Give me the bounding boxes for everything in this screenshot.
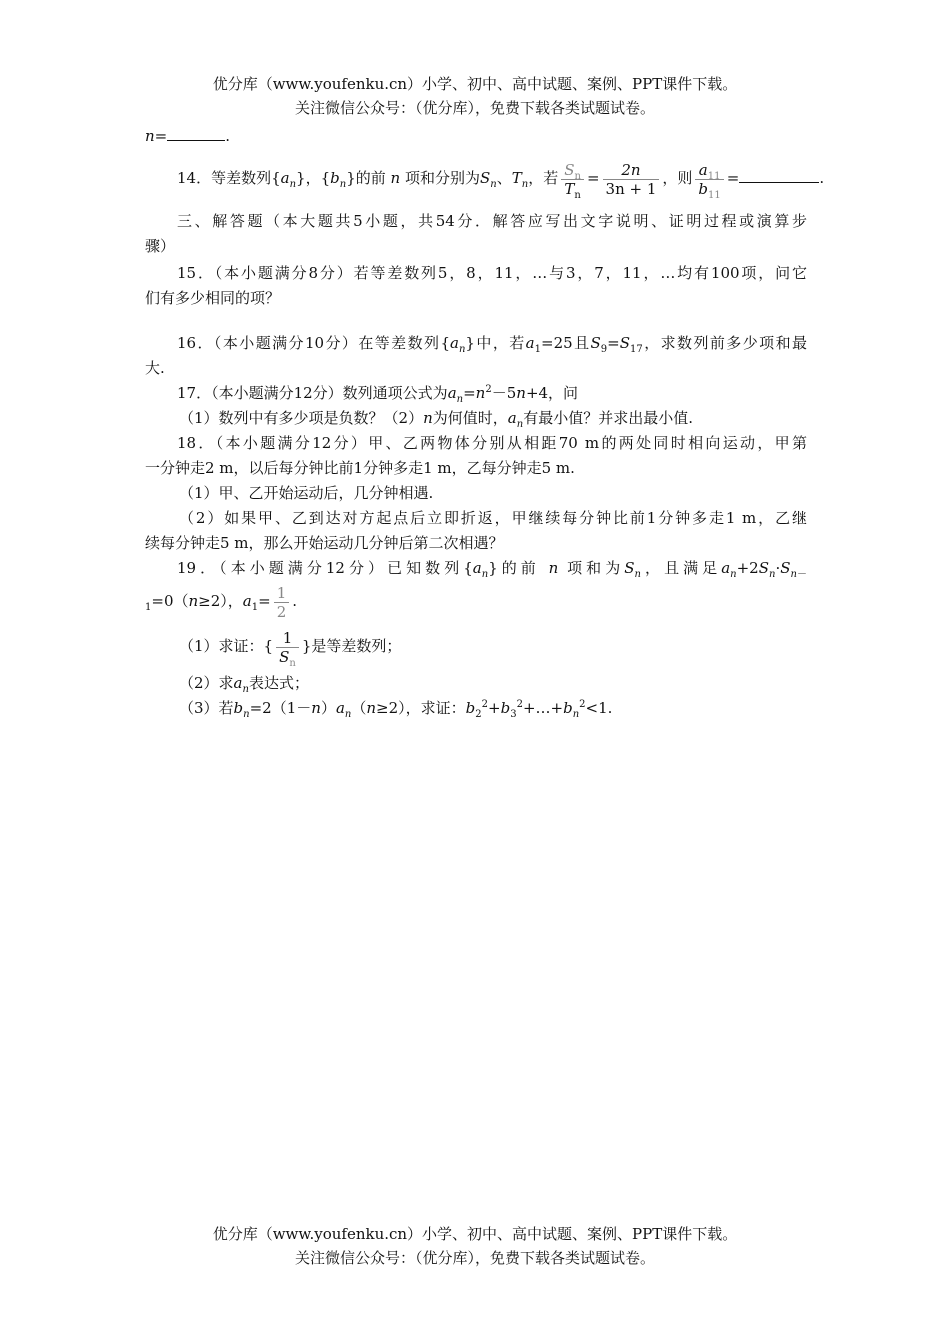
fraction-one-half: $\frac{1}{2}$ — [274, 584, 290, 621]
question-19-cont: $_1$=0（n≥2），$a_1=$ $\frac{1}{2}$ . — [145, 583, 298, 621]
question-15-cont: 们有多少相同的项？ — [145, 289, 281, 307]
header-line-2: 关注微信公众号：（优分库），免费下载各类试题试卷。 — [294, 99, 655, 117]
question-19-part-2: （2）求$a_n$表达式； — [179, 674, 309, 695]
question-18-part-2-cont: 续每分钟走5 m，那么开始运动几分钟后第二次相遇？ — [145, 534, 504, 552]
exam-content — [145, 124, 825, 721]
question-18-part-2: （2）如果甲、乙到达对方起点后立即折返，甲继续每分钟比前1分钟多走1 m，乙继 — [179, 509, 807, 527]
question-19-part-1: （1）求证：{ $\frac{1}{S_n}$ }是等差数列； — [179, 628, 402, 669]
question-18-part-1: （1）甲、乙开始运动后，几分钟相遇. — [179, 484, 434, 502]
fraction-a11-b11: $\frac{a_{11}}{b_{11}}$ — [695, 161, 723, 198]
footer-line-1: 优分库（www.youfenku.cn）小学、初中、高中试题、案例、PPT课件下载。 — [212, 1225, 738, 1243]
q13-answer-line: n= . — [145, 127, 231, 145]
fraction-one-over-sn: $\frac{1}{S_n}$ — [276, 629, 299, 666]
question-17: 17．（本小题满分12分）数列通项公式为$a_n=n^2-5n+4$，问 — [177, 384, 579, 405]
answer-blank — [739, 168, 819, 183]
section-3-heading: 三、解答题（本大题共5小题，共54分．解答应写出文字说明、证明过程或演算步 — [177, 212, 807, 230]
question-16-cont: 大. — [145, 359, 165, 377]
page-footer — [0, 1222, 950, 1270]
question-19: 19．（本小题满分12分）已知数列$\{a_n\}$的前 n 项和为$S_n$，且满足$a_n+2S_n\cdot S_{n-}$ — [177, 559, 807, 580]
question-15: 15．（本小题满分8分）若等差数列5，8，11，…与3，7，11，…均有100项，问它 — [177, 264, 807, 282]
answer-blank — [167, 126, 225, 141]
fraction-sn-tn: $\frac{S_n}{T_n}$ — [561, 161, 584, 198]
fraction-2n-3n1: $\frac{2n}{3n + 1}$ — [603, 161, 660, 198]
question-18-cont: 一分钟走2 m，以后每分钟比前1分钟多走1 m，乙每分钟走5 m. — [145, 459, 575, 477]
page-header — [0, 72, 950, 120]
question-16: 16．（本小题满分10分）在等差数列$\{a_n\}$中，若$a_1=25$且$S_9=S_{17}$，求数列前多少项和最 — [177, 334, 808, 355]
question-14: 14．等差数列$\{a_n\}$，$\{b_n\}$的前 n 项和分别为$S_n$、$T_n$，若 $\frac{S_n}{T_n}$ = $\frac{2n}{3n + 1}$ ，则 $\frac{a_{11}}{b_{11}}$ = . — [177, 160, 825, 201]
question-17-parts: （1）数列中有多少项是负数？（2）n为何值时，$a_n$有最小值？并求出最小值. — [179, 409, 693, 430]
question-19-part-3: （3）若$b_n=2(1-n)a_n(n\ge 2)$，求证：$b_2^2+b_3^2+\dots+b_n^2<1$. — [179, 699, 613, 720]
question-18: 18．（本小题满分12分）甲、乙两物体分别从相距70 m的两处同时相向运动，甲第 — [177, 434, 807, 452]
footer-line-2: 关注微信公众号：（优分库），免费下载各类试题试卷。 — [294, 1249, 655, 1267]
section-3-heading-cont: 骤） — [145, 237, 176, 255]
header-line-1: 优分库（www.youfenku.cn）小学、初中、高中试题、案例、PPT课件下载。 — [212, 75, 738, 93]
